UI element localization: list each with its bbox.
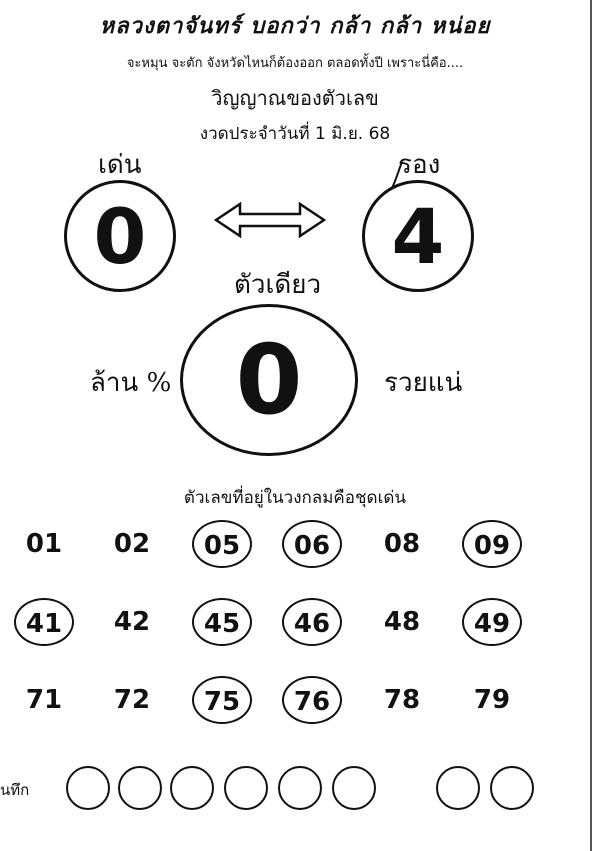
- page-edge: [590, 0, 592, 851]
- record-circle: [278, 766, 322, 810]
- number: 48: [383, 607, 421, 637]
- number: 08: [383, 529, 421, 559]
- circled-number: 41: [14, 598, 74, 646]
- second-digit: 4: [391, 191, 445, 281]
- circled-number: 06: [282, 520, 342, 568]
- circled-number: 09: [462, 520, 522, 568]
- record-label: นทึก: [0, 781, 30, 799]
- number: 71: [25, 685, 63, 715]
- record-circle: [118, 766, 162, 810]
- lead-label: เด่น: [98, 150, 142, 180]
- record-circle: [66, 766, 110, 810]
- double-arrow-icon: [214, 200, 326, 240]
- draw-date: งวดประจำวันที่ 1 มิ.ย. 68: [199, 124, 391, 144]
- record-circle: [224, 766, 268, 810]
- record-circle: [170, 766, 214, 810]
- section-heading: วิญญาณของตัวเลข: [211, 86, 379, 110]
- single-digit: 0: [235, 324, 303, 436]
- lead-digit-circle: [64, 180, 176, 292]
- number: 02: [113, 529, 151, 559]
- number: 78: [383, 685, 421, 715]
- million-percent-note: ล้าน %: [90, 368, 172, 398]
- circled-number: 05: [192, 520, 252, 568]
- number: 01: [25, 529, 63, 559]
- lead-digit: 0: [93, 191, 147, 281]
- circled-number: 75: [192, 676, 252, 724]
- record-circle: [332, 766, 376, 810]
- circled-numbers-note: ตัวเลขที่อยู่ในวงกลมคือชุดเด่น: [183, 488, 407, 508]
- circled-number: 49: [462, 598, 522, 646]
- number: 42: [113, 607, 151, 637]
- circled-number: 46: [282, 598, 342, 646]
- second-label: รอง: [398, 150, 441, 180]
- number: 79: [473, 685, 511, 715]
- circled-number: 76: [282, 676, 342, 724]
- number-grid: [12, 520, 532, 730]
- page-title: หลวงตาจันทร์ บอกว่า กล้า กล้า หน่อย: [99, 14, 491, 39]
- page-subtitle: จะหมุน จะตัก จังหวัดไหนก็ต้องออก ตลอดทั้งปี เพราะนี่คือ....: [126, 56, 464, 71]
- record-circle: [490, 766, 534, 810]
- record-circle: [436, 766, 480, 810]
- circled-number: 45: [192, 598, 252, 646]
- rich-note: รวยแน่: [384, 368, 463, 398]
- single-label: ตัวเดียว: [234, 270, 322, 300]
- second-digit-circle: [362, 180, 474, 292]
- single-digit-circle: [180, 304, 358, 456]
- number: 72: [113, 685, 151, 715]
